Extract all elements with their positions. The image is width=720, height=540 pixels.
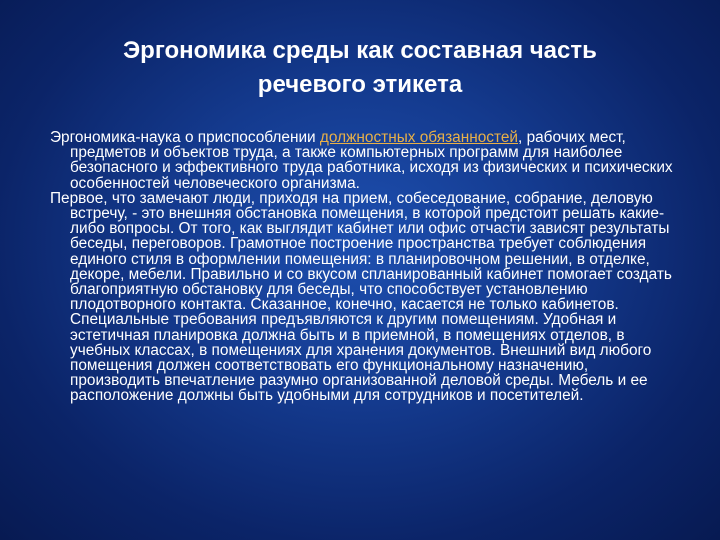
paragraph-1-text-end: , рабочих мест, предметов и объектов труда, а также компьютерных программ для наиболее безопасного и эффективного труда работника, исходя из физических и психических особенностей человеческого организма. — [70, 129, 673, 192]
paragraph-office-environment: Первое, что замечают люди, приходя на прием, собеседование, собрание, деловую встречу, - это внешняя обстановка помещения, в которой предстоит решать какие-либо вопросы. От того, как выглядит кабинет или офис отчасти зависят результаты беседы, переговоров. Грамотное построение пространства требует соблюдения единого стиля в оформлении помещения: в планировочном решении, в отделке, декоре, мебели. Правильно и со вкусом спланированный кабинет помогает создать благоприятную обстановку для беседы, что способствует установлению плодотворного контакта. Сказанное, конечно, касается не только кабинетов. Специальные требования предъявляются к другим помещениям. Удобная и эстетичная планировка должна быть и в приемной, в помещениях отделов, в учебных классах, в помещениях для хранения документов. Внешний вид любого помещения должен соответствовать его функциональному назначению, производить впечатление разумно организованной деловой среды. Мебель и ее расположение должны быть удобными для сотрудников и посетителей. — [50, 189, 672, 405]
slide-title-line-1: Эргономика среды как составная часть — [123, 37, 597, 64]
job-duties-link[interactable]: должностных обязанностей — [319, 129, 519, 146]
slide-title — [40, 34, 680, 102]
slide-body — [50, 130, 682, 404]
paragraph-ergonomics-definition — [50, 130, 682, 191]
paragraph-1-text-start: Эргономика-наука о приспособлении — [50, 129, 320, 146]
slide-title-line-2: речевого этикета — [257, 71, 463, 98]
